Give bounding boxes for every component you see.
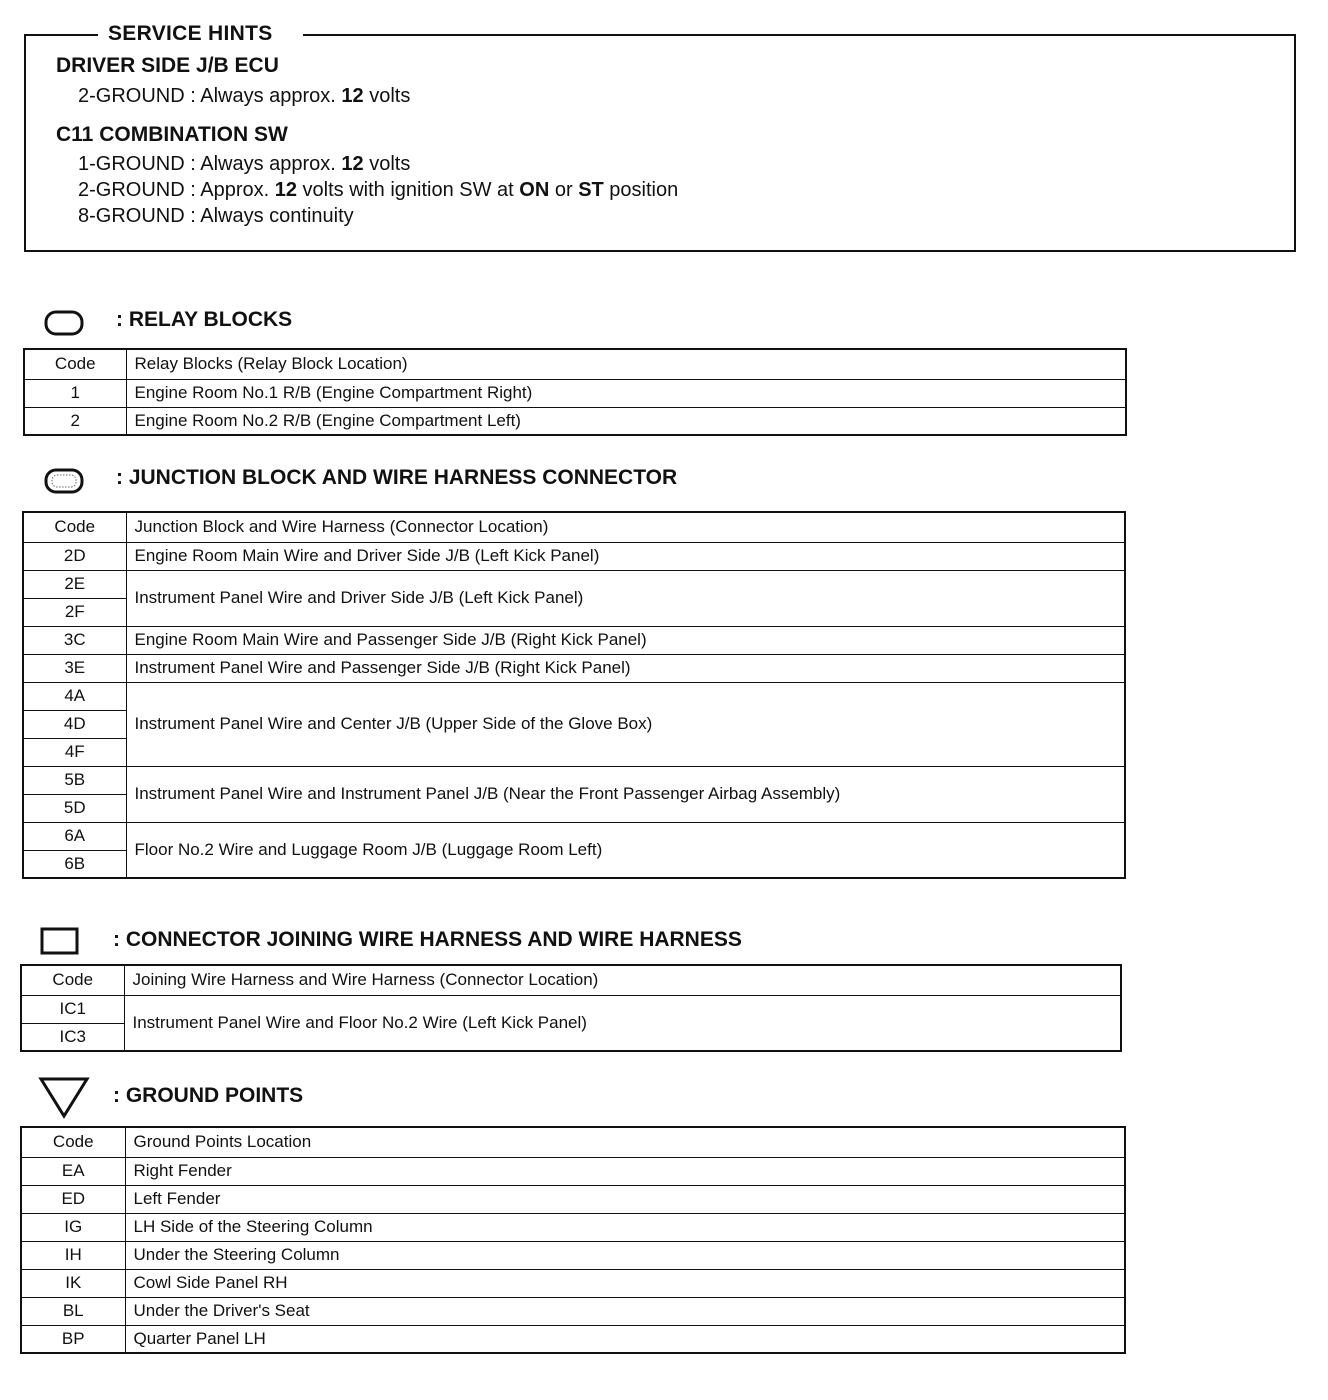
cell-code: IC3 [21, 1023, 124, 1051]
hint-line: 1-GROUND : Always approx. 12 volts [78, 153, 411, 175]
section-heading-relay-blocks: : RELAY BLOCKS [116, 308, 293, 331]
cell-code: EA [21, 1157, 125, 1185]
table-row [23, 822, 1125, 850]
column-header-code: Code [23, 512, 126, 542]
connectors-table [20, 964, 1122, 1052]
hint-line: 8-GROUND : Always continuity [78, 205, 354, 227]
table-header-row [23, 512, 1125, 542]
cell-desc: LH Side of the Steering Column [125, 1213, 1125, 1241]
cell-desc: Engine Room No.1 R/B (Engine Compartment Right) [126, 379, 1126, 407]
table-row [23, 766, 1125, 794]
rounded-rect-icon [44, 309, 84, 337]
cell-desc: Instrument Panel Wire and Center J/B (Upper Side of the Glove Box) [126, 682, 1125, 766]
cell-desc: Quarter Panel LH [125, 1325, 1125, 1353]
table-row [24, 379, 1126, 407]
cell-code: 3E [23, 654, 126, 682]
hint-line: 2-GROUND : Always approx. 12 volts [78, 85, 411, 107]
cell-desc: Instrument Panel Wire and Passenger Side J/B (Right Kick Panel) [126, 654, 1125, 682]
table-row [21, 995, 1121, 1023]
cell-code: 5B [23, 766, 126, 794]
cell-code: BP [21, 1325, 125, 1353]
cell-code: 1 [24, 379, 126, 407]
section-heading-ground-points: : GROUND POINTS [113, 1084, 304, 1107]
table-row [23, 542, 1125, 570]
cell-desc: Instrument Panel Wire and Instrument Panel J/B (Near the Front Passenger Airbag Assembly) [126, 766, 1125, 822]
cell-code: 4F [23, 738, 126, 766]
relay-blocks-table [23, 348, 1127, 436]
cell-desc: Right Fender [125, 1157, 1125, 1185]
dotted-rounded-rect-icon [44, 466, 84, 496]
cell-code: 2 [24, 407, 126, 435]
cell-code: 4A [23, 682, 126, 710]
cell-code: ED [21, 1185, 125, 1213]
column-header-code: Code [24, 349, 126, 379]
hint-line: 2-GROUND : Approx. 12 volts with ignition SW at ON or ST position [78, 179, 679, 201]
section-heading-connectors: : CONNECTOR JOINING WIRE HARNESS AND WIRE HARNESS [113, 928, 742, 951]
cell-code: 4D [23, 710, 126, 738]
cell-desc: Engine Room Main Wire and Driver Side J/B (Left Kick Panel) [126, 542, 1125, 570]
cell-desc: Instrument Panel Wire and Driver Side J/B (Left Kick Panel) [126, 570, 1125, 626]
ground-points-table [20, 1126, 1126, 1354]
table-row [23, 682, 1125, 710]
square-icon [40, 926, 80, 956]
cell-desc: Under the Steering Column [125, 1241, 1125, 1269]
triangle-down-icon [38, 1076, 90, 1120]
table-row [23, 626, 1125, 654]
cell-desc: Instrument Panel Wire and Floor No.2 Wire (Left Kick Panel) [124, 995, 1121, 1051]
table-row [21, 1157, 1125, 1185]
table-row [21, 1297, 1125, 1325]
hint-heading-driver-jb: DRIVER SIDE J/B ECU [56, 54, 279, 77]
cell-code: 2F [23, 598, 126, 626]
table-header-row [21, 965, 1121, 995]
cell-code: 6B [23, 850, 126, 878]
cell-code: IC1 [21, 995, 124, 1023]
column-header-code: Code [21, 1127, 125, 1157]
column-header-desc: Relay Blocks (Relay Block Location) [126, 349, 1126, 379]
cell-desc: Engine Room Main Wire and Passenger Side J/B (Right Kick Panel) [126, 626, 1125, 654]
junction-blocks-table [22, 511, 1126, 879]
table-row [23, 654, 1125, 682]
cell-code: 6A [23, 822, 126, 850]
table-row [21, 1325, 1125, 1353]
table-row [23, 570, 1125, 598]
service-hints-box [24, 22, 1296, 252]
column-header-code: Code [21, 965, 124, 995]
hint-heading-combination-sw: C11 COMBINATION SW [56, 123, 288, 146]
cell-code: 2D [23, 542, 126, 570]
cell-code: IH [21, 1241, 125, 1269]
cell-code: 3C [23, 626, 126, 654]
cell-desc: Left Fender [125, 1185, 1125, 1213]
cell-code: IK [21, 1269, 125, 1297]
cell-code: BL [21, 1297, 125, 1325]
cell-desc: Under the Driver's Seat [125, 1297, 1125, 1325]
section-heading-junction-blocks: : JUNCTION BLOCK AND WIRE HARNESS CONNECTOR [116, 466, 678, 489]
table-row [21, 1241, 1125, 1269]
service-hints-title: SERVICE HINTS [98, 22, 303, 46]
table-row [24, 407, 1126, 435]
table-header-row [21, 1127, 1125, 1157]
cell-code: IG [21, 1213, 125, 1241]
table-row [21, 1213, 1125, 1241]
column-header-desc: Junction Block and Wire Harness (Connector Location) [126, 512, 1125, 542]
cell-desc: Cowl Side Panel RH [125, 1269, 1125, 1297]
table-header-row [24, 349, 1126, 379]
cell-code: 5D [23, 794, 126, 822]
column-header-desc: Ground Points Location [125, 1127, 1125, 1157]
table-row [21, 1269, 1125, 1297]
column-header-desc: Joining Wire Harness and Wire Harness (Connector Location) [124, 965, 1121, 995]
cell-code: 2E [23, 570, 126, 598]
cell-desc: Floor No.2 Wire and Luggage Room J/B (Luggage Room Left) [126, 822, 1125, 878]
table-row [21, 1185, 1125, 1213]
cell-desc: Engine Room No.2 R/B (Engine Compartment Left) [126, 407, 1126, 435]
